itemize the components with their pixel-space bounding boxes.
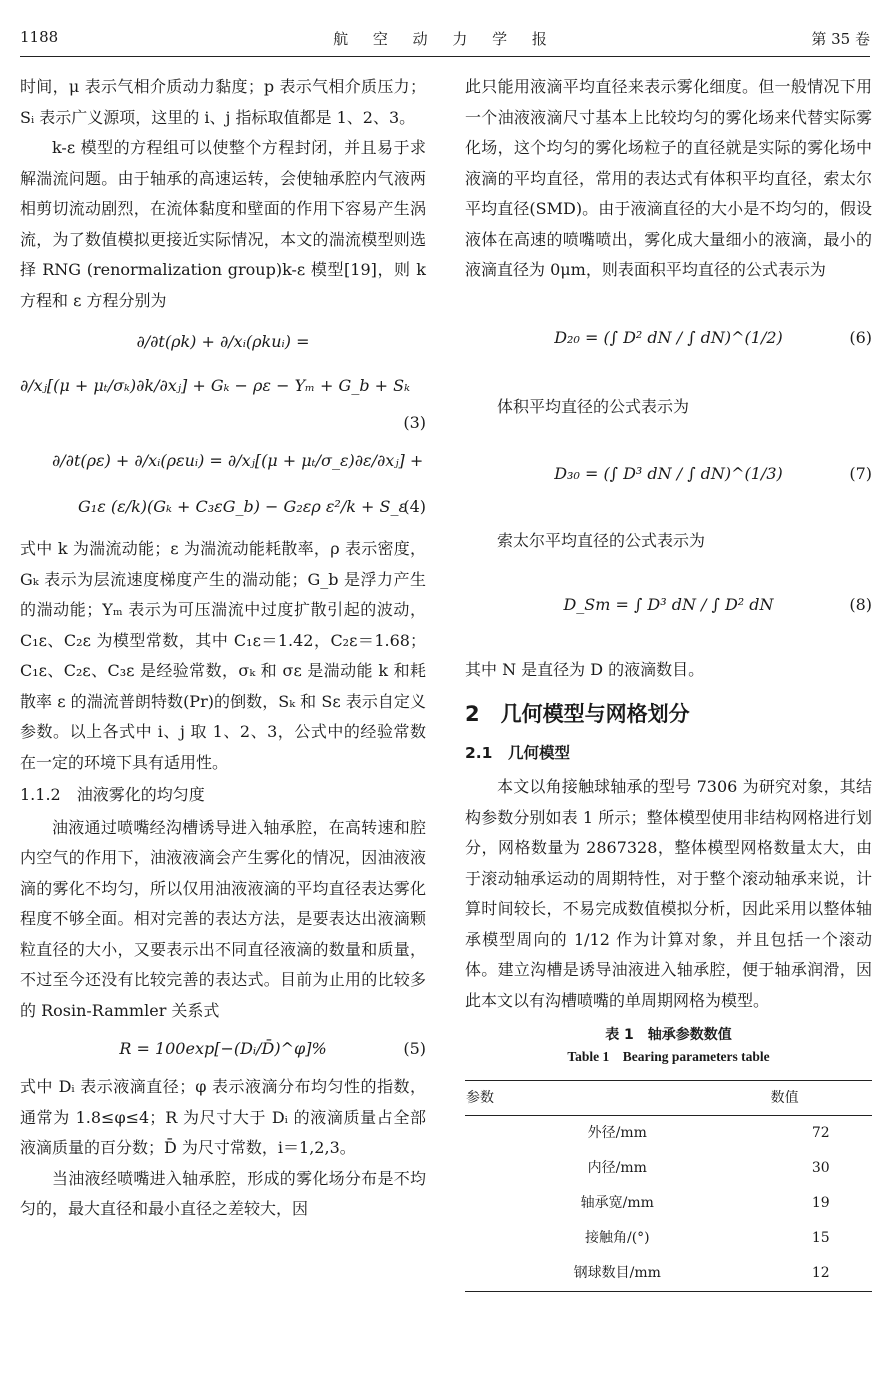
table-caption-en: Table 1 Bearing parameters table bbox=[567, 1049, 770, 1064]
paragraph: 此只能用液滴平均直径来表示雾化细度。但一般情况下用一个油液液滴尺寸基本上比较均匀的雾化场来代替实际雾化场，这个均匀的雾化场粒子的直径就是实际的雾化场中液滴的平均直径，常用的表达式有体积平均直径，索太尔平均直径(SMD)。由于液滴直径的大小是不均匀的，假设液体在高速的喷嘴喷出，雾化成大量细小的液滴，最小的液滴直径为 0μm，则表面积平均直径的公式表示为 bbox=[465, 77, 872, 279]
left-column bbox=[20, 72, 426, 1225]
table-header: 数值 bbox=[770, 1081, 872, 1116]
table-row: 接触角/(°) 15 bbox=[584, 1230, 830, 1247]
equation-4-line2: G₁ε (ε/k)(Gₖ + C₃εG_b) − G₂ερ ε²/k + S_ε (4) bbox=[20, 484, 426, 530]
equation-3-line2: ∂/xⱼ[(μ + μₜ/σₖ)∂k/∂xⱼ] + Gₖ − ρε − Yₘ + G_b + Sₖ bbox=[20, 375, 410, 395]
paragraph: 式中 Dᵢ 表示液滴直径；φ 表示液滴分布均匀性的指数，通常为 1.8≤φ≤4；R 为尺寸大于 Dᵢ 的液滴质量占全部液滴质量的百分数；D̄ 为尺寸常数，i＝1,2,3。 bbox=[20, 1077, 426, 1157]
table-caption-cn: 表 1 轴承参数数值 bbox=[605, 1027, 732, 1043]
page-number: 1188 bbox=[20, 28, 59, 46]
equation-5: R = 100exp[−(Dᵢ/D̄)^φ]% (5) bbox=[20, 1026, 426, 1072]
equation-number: (8) bbox=[849, 595, 872, 615]
equation-6: D₂₀ = (∫ D² dN / ∫ dN)^(1/2) (6) bbox=[465, 286, 872, 392]
volume-label: 第 35 卷 bbox=[811, 30, 870, 48]
right-column bbox=[465, 72, 872, 1292]
table-header: 参数 bbox=[465, 1081, 770, 1116]
equation-7: D₃₀ = (∫ D³ dN / ∫ dN)^(1/3) (7) bbox=[465, 422, 872, 526]
paragraph: 式中 k 为湍流动能；ε 为湍流动能耗散率，ρ 表示密度，Gₖ 表示为层流速度梯度产生的湍动能；G_b 是浮力产生的湍动能；Yₘ 表示为可压湍流中过度扩散引起的波动，C₁ε、C₂ε 为模型常数，其中 C₁ε＝1.42，C₂ε＝1.68；C₁ε、C₂ε、C₃ε 是经验常数，σₖ 和 σε 是湍动能 k 和耗散率 ε 的湍流普朗特数(Pr)的倒数，Sₖ 和 Sε 表示自定义参数。以上各式中 i、j 取 1、2、3，公式中的经验常数在一定的环境下具有适用性。 bbox=[20, 539, 426, 772]
equation-number: (4) bbox=[403, 496, 426, 516]
equation-3-number: (3) bbox=[403, 412, 426, 432]
paragraph: 油液通过喷嘴经沟槽诱导进入轴承腔，在高转速和腔内空气的作用下，油液液滴会产生雾化的情况，因油液液滴的雾化不均匀，所以仅用油液液滴的平均直径表达雾化程度不够全面。相对完善的表达方法，是要表达出液滴颗粒直径的大小，又要表示出不同直径液滴的数量和质量，不过至今还没有比较完善的表达式。目前为止用的比较多的 Rosin-Rammler 关系式 bbox=[20, 817, 426, 1020]
equation-number: (5) bbox=[403, 1038, 426, 1058]
paragraph: 当油液经喷嘴进入轴承腔，形成的雾化场分布是不均匀的，最大直径和最小直径之差较大，因 bbox=[20, 1168, 426, 1218]
table-row: 外径/mm 72 bbox=[587, 1125, 830, 1142]
table-row: 内径/mm 30 bbox=[587, 1160, 830, 1177]
paragraph: 其中 N 是直径为 D 的液滴数目。 bbox=[465, 659, 705, 679]
table-row: 钢球数目/mm 12 bbox=[465, 1256, 872, 1292]
page-header bbox=[20, 22, 870, 57]
subsection-heading: 2.1 几何模型 bbox=[465, 743, 570, 762]
bearing-parameters-table bbox=[465, 1080, 872, 1292]
journal-title: 航 空 动 力 学 报 bbox=[333, 30, 557, 48]
paragraph: 索太尔平均直径的公式表示为 bbox=[497, 531, 706, 550]
equation-number: (7) bbox=[849, 463, 872, 483]
paragraph: k-ε 模型的方程组可以使整个方程封闭，并且易于求解湍流问题。由于轴承的高速运转，会使轴承腔内气液两相剪切流动剧烈，在流体黏度和壁面的作用下容易产生涡流，为了数值模拟更接近实际情况，本文的湍流模型则选择 RNG (renormalization group)k-ε 模型[19]，则 k 方程和 ε 方程分别为 bbox=[20, 138, 426, 310]
table-row: 轴承宽/mm 19 bbox=[580, 1195, 830, 1212]
section-heading: 2 几何模型与网格划分 bbox=[465, 702, 690, 726]
equation-3-line1: ∂/∂t(ρk) + ∂/xᵢ(ρkuᵢ) = bbox=[136, 331, 310, 351]
equation-4-line1: ∂/∂t(ρε) + ∂/xᵢ(ρεuᵢ) = ∂/xⱼ[(μ + μₜ/σ_ε)∂ε/∂xⱼ] + bbox=[52, 450, 424, 470]
paragraph: 体积平均直径的公式表示为 bbox=[497, 396, 690, 416]
paragraph: 时间，μ 表示气相介质动力黏度；p 表示气相介质压力；Sᵢ 表示广义源项，这里的 i、j 指标取值都是 1、2、3。 bbox=[20, 77, 426, 127]
section-heading: 1.1.2 油液雾化的均匀度 bbox=[20, 785, 205, 804]
equation-8: D_Sm = ∫ D³ dN / ∫ D² dN (8) bbox=[465, 557, 872, 655]
equation-number: (6) bbox=[849, 328, 872, 348]
paragraph: 本文以角接触球轴承的型号 7306 为研究对象，其结构参数分别如表 1 所示；整体模型使用非结构网格进行划分，网格数量为 2867328，整体模型网格数量太大，由于滚动轴承运动的周期特性，对于整个滚动轴承来说，计算时间较长，不易完成数值模拟分析，因此采用以整体轴承模型周向的 1/12 作为计算对象，并且包括一个滚动体。建立沟槽是诱导油液进入轴承腔，便于轴承润滑，因此本文以有沟槽喷嘴的单周期网格为模型。 bbox=[465, 777, 872, 1010]
